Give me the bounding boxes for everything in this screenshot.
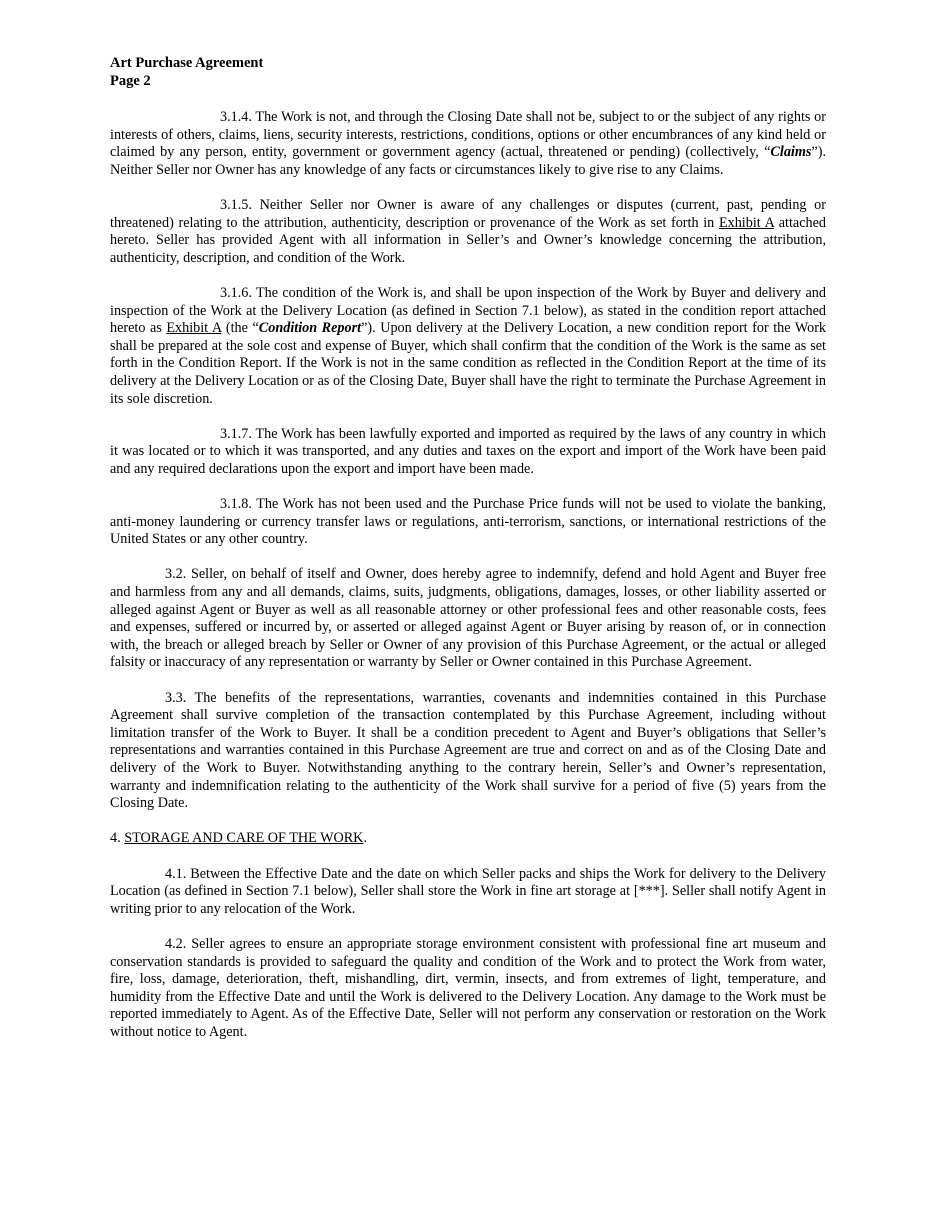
- document-body: [110, 109, 826, 1041]
- paragraph-3-1-8: 3.1.8. The Work has not been used and the Purchase Price funds will not be used to violate the banking, anti-money laundering or currency transfer laws or regulations, anti-terrorism, sanctions, or international restrictions of the United States or any other country.: [110, 496, 826, 548]
- paragraph-3-2: 3.2. Seller, on behalf of itself and Owner, does hereby agree to indemnify, defend and hold Agent and Buyer free and harmless from any and all demands, claims, suits, judgments, obligations, damages, losses, or other liability asserted or alleged against Agent or Buyer as well as all reasonable attorney or other professional fees and other reasonable costs, fees and expenses, suffered or incurred by, or asserted or alleged against Agent or Buyer arising by reason of, or in connection with, the breach or alleged breach by Seller or Owner of any provision of this Purchase Agreement, or the actual or alleged falsity or inaccuracy of any representation or warranty by Seller or Owner contained in this Purchase Agreement.: [110, 566, 826, 671]
- defined-term-claims: Claims: [770, 144, 812, 161]
- paragraph-4-1: 4.1. Between the Effective Date and the date on which Seller packs and ships the Work for delivery to the Delivery Location (as defined in Section 7.1 below), Seller shall store the Work in fine art storage at [***]. Seller shall notify Agent in writing prior to any relocation of the Work.: [110, 865, 826, 917]
- section-4-heading: 4. STORAGE AND CARE OF THE WORK.: [110, 830, 367, 847]
- paragraph-3-1-5: 3.1.5. Neither Seller nor Owner is aware of any challenges or disputes (current, past, pending or threatened) relating to the attribution, authenticity, description or provenance of the Work as set forth in Exhibit A attached hereto. Seller has provided Agent with all information in Seller’s and Owner’s knowledge concerning the attribution, authenticity, description, and condition of the Work.: [110, 196, 827, 266]
- exhibit-a-reference: Exhibit A: [166, 320, 222, 337]
- paragraph-4-2: 4.2. Seller agrees to ensure an appropriate storage environment consistent with professional fine art museum and conservation standards is provided to safeguard the quality and condition of the Work and to protect the Work from water, fire, loss, damage, deterioration, theft, mishandling, dirt, vermin, insects, and from extremes of light, temperature, and humidity from the Effective Date and until the Work is delivered to the Delivery Location. Any damage to the Work must be reported immediately to Agent. As of the Effective Date, Seller will not perform any conservation or restoration on the Work without notice to Agent.: [110, 935, 826, 1040]
- paragraph-3-1-4: 3.1.4. The Work is not, and through the Closing Date shall not be, subject to or the subject of any rights or interests of others, claims, liens, security interests, restrictions, conditions, options or other encumbrances of any kind held or claimed by any person, entity, government or government agency (actual, threatened or pending) (collectively, “Claims”). Neither Seller nor Owner has any knowledge of any facts or circumstances likely to give rise to any Claims.: [110, 109, 826, 178]
- page-header: [110, 54, 826, 90]
- paragraph-3-3: 3.3. The benefits of the representations, warranties, covenants and indemnities contained in this Purchase Agreement shall survive completion of the transaction contemplated by this Purchase Agreement, including without limitation transfer of the Work to Buyer. It shall be a condition precedent to Agent and Buyer’s obligations that Seller’s representations and warranties contained in this Purchase Agreement are true and correct on and as of the Closing Date and delivery of the Work to Buyer. Notwithstanding anything to the contrary herein, Seller’s and Owner’s representation, warranty and indemnification relating to the authenticity of the Work shall survive for a period of five (5) years from the Closing Date.: [110, 689, 826, 812]
- exhibit-a-reference: Exhibit A: [718, 214, 775, 231]
- section-4-title: STORAGE AND CARE OF THE WORK: [124, 830, 364, 847]
- defined-term-condition-report: Condition Report: [258, 320, 362, 337]
- page-number: Page 2: [110, 73, 151, 89]
- paragraph-3-1-7: 3.1.7. The Work has been lawfully exported and imported as required by the laws of any country in which it was located or to which it was transported, and any duties and taxes on the export and import of the Work have been paid and any required declarations upon the export and import have been made.: [110, 425, 826, 477]
- paragraph-3-1-6: 3.1.6. The condition of the Work is, and shall be upon inspection of the Work by Buyer and delivery and inspection of the Work at the Delivery Location (as defined in Section 7.1 below), as stated in the condition report attached hereto as Exhibit A (the “Condition Report”). Upon delivery at the Delivery Location, a new condition report for the Work shall be prepared at the sole cost and expense of Buyer, which shall confirm that the condition of the Work is the same as set forth in the Condition Report. If the Work is not in the same condition as reflected in the Condition Report at the time of its delivery at the Delivery Location or as of the Closing Date, Buyer shall have the right to terminate the Purchase Agreement in its sole discretion.: [110, 284, 827, 407]
- document-title: Art Purchase Agreement: [110, 55, 264, 71]
